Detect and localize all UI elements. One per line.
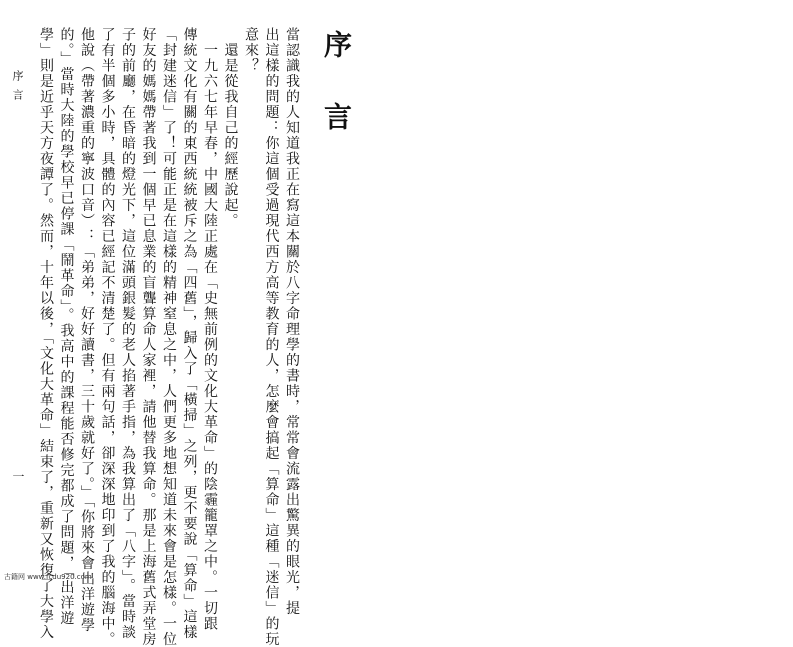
page-title: 序 言	[320, 30, 353, 138]
text-column: 一九六七年早春，中國大陸正處在「史無前例的文化大革命」的陰霾籠罩之中。一切跟	[202, 27, 218, 632]
page-number: 一	[11, 470, 25, 482]
text-column: 當認識我的人知道我正在寫這本關於八字命理學的書時，常常會流露出驚異的眼光，提	[284, 27, 300, 616]
text-column: 學」則是近乎天方夜譚了。然而，十年以後，「文化大革命」結束了，重新又恢復了大學入	[38, 27, 54, 640]
text-column: 傳統文化有關的東西統統被斥之為「四舊」，歸入了「橫掃」之列，更不要說「算命」這樣	[181, 27, 198, 640]
text-column: 他說（帶著濃重的寧波口音）：「弟弟，好好讀書，三十歲就好了。」「你將來會出洋遊學	[79, 27, 95, 633]
text-column: 意來？	[243, 27, 259, 74]
text-column: 「封建迷信」了！可能正是在這樣的精神窒息之中，人們更多地想知道未來會是怎樣。一位	[161, 27, 177, 647]
text-column: 的。」當時大陸的學校早已停課「鬧革命」。我高中的課程能否修完都成了問題，「出洋遊	[58, 27, 75, 626]
watermark: 古籍网 www.fcdu920.com	[4, 573, 92, 581]
running-head: 序言	[11, 70, 24, 108]
text-column: 出這樣的問題：你這個受過現代西方高等教育的人，怎麼會搞起「算命」這種「迷信」的玩	[263, 27, 280, 647]
text-column: 子的前廳，在昏暗的燈光下，這位滿頭銀髮的老人掐著手指，為我算出了「八字」。當時談	[120, 27, 136, 640]
text-column: 了有半個多小時，具體的內容已經記不清楚了。但有兩句話，卻深深地印到了我的腦海中。	[99, 27, 116, 647]
text-column: 好友的媽媽帶著我到一個早已息業的盲聾算命人家裡，請他替我算命。那是上海舊式弄堂房	[140, 27, 157, 647]
text-column: 還是從我自己的經歷說起。	[222, 27, 239, 229]
